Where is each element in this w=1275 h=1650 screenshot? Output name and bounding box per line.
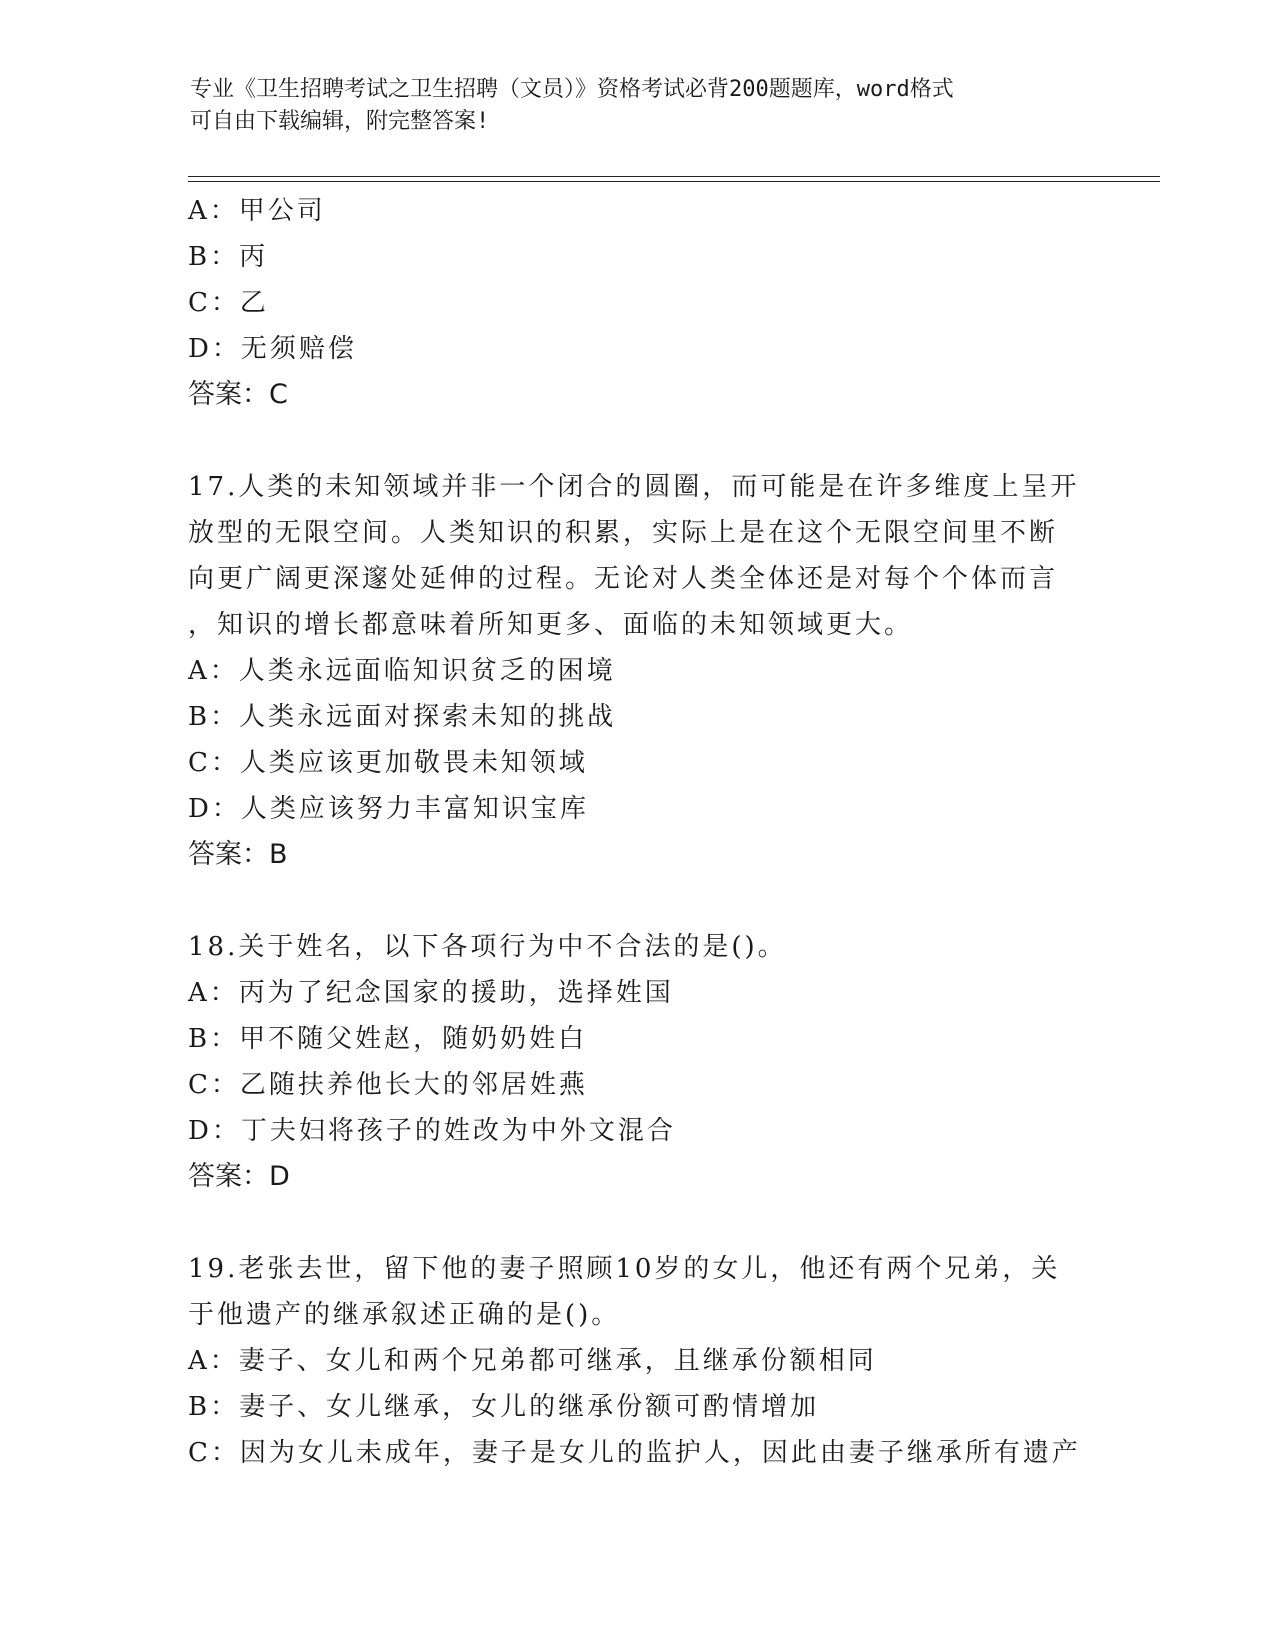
option-b: B：甲不随父姓赵，随奶奶姓白 bbox=[188, 1024, 588, 1054]
question-stem-line: 18.关于姓名，以下各项行为中不合法的是()。 bbox=[188, 932, 787, 962]
question-stem-line: 于他遗产的继承叙述正确的是()。 bbox=[188, 1300, 621, 1330]
question-stem-line: 17.人类的未知领域并非一个闭合的圆圈，而可能是在许多维度上呈开 bbox=[188, 472, 1080, 502]
option-c: C：乙随扶养他长大的邻居姓燕 bbox=[188, 1070, 588, 1100]
option-c: C：乙 bbox=[188, 288, 269, 318]
option-a: A：丙为了纪念国家的援助，选择姓国 bbox=[188, 978, 674, 1008]
header-line-1: 专业《卫生招聘考试之卫生招聘（文员）》资格考试必背200题题库，word格式 bbox=[190, 77, 954, 102]
answer: 答案：C bbox=[188, 379, 288, 410]
header-rule-bottom bbox=[188, 181, 1160, 182]
header-line-2: 可自由下载编辑，附完整答案! bbox=[190, 109, 490, 134]
question-17 bbox=[188, 464, 1088, 878]
question-16 bbox=[188, 188, 1088, 418]
option-d: D：人类应该努力丰富知识宝库 bbox=[188, 794, 589, 824]
option-a: A：人类永远面临知识贫乏的困境 bbox=[188, 656, 616, 686]
spacer bbox=[188, 418, 1088, 464]
option-a: A：妻子、女儿和两个兄弟都可继承，且继承份额相同 bbox=[188, 1346, 877, 1376]
header-rule-top bbox=[188, 176, 1160, 177]
spacer bbox=[188, 1200, 1088, 1246]
option-d: D：丁夫妇将孩子的姓改为中外文混合 bbox=[188, 1116, 676, 1146]
option-b: B：妻子、女儿继承，女儿的继承份额可酌情增加 bbox=[188, 1392, 820, 1422]
option-c: C：因为女儿未成年，妻子是女儿的监护人，因此由妻子继承所有遗产 bbox=[188, 1438, 1081, 1468]
question-stem-line: 放型的无限空间。人类知识的积累，实际上是在这个无限空间里不断 bbox=[188, 518, 1059, 548]
question-stem-line: 19.老张去世，留下他的妻子照顾10岁的女儿，他还有两个兄弟，关 bbox=[188, 1254, 1061, 1284]
option-d: D：无须赔偿 bbox=[188, 334, 357, 364]
question-18 bbox=[188, 924, 1088, 1200]
option-c: C：人类应该更加敬畏未知领域 bbox=[188, 748, 588, 778]
document-header bbox=[190, 74, 1070, 138]
spacer bbox=[188, 878, 1088, 924]
option-a: A：甲公司 bbox=[188, 196, 326, 226]
option-b: B：丙 bbox=[188, 242, 269, 272]
answer: 答案：B bbox=[188, 839, 288, 870]
answer: 答案：D bbox=[188, 1161, 290, 1192]
question-list bbox=[188, 188, 1088, 1476]
question-stem-line: 向更广阔更深邃处延伸的过程。无论对人类全体还是对每个个体而言 bbox=[188, 564, 1059, 594]
question-stem-line: ，知识的增长都意味着所知更多、面临的未知领域更大。 bbox=[188, 610, 914, 640]
question-19 bbox=[188, 1246, 1088, 1476]
option-b: B：人类永远面对探索未知的挑战 bbox=[188, 702, 617, 732]
